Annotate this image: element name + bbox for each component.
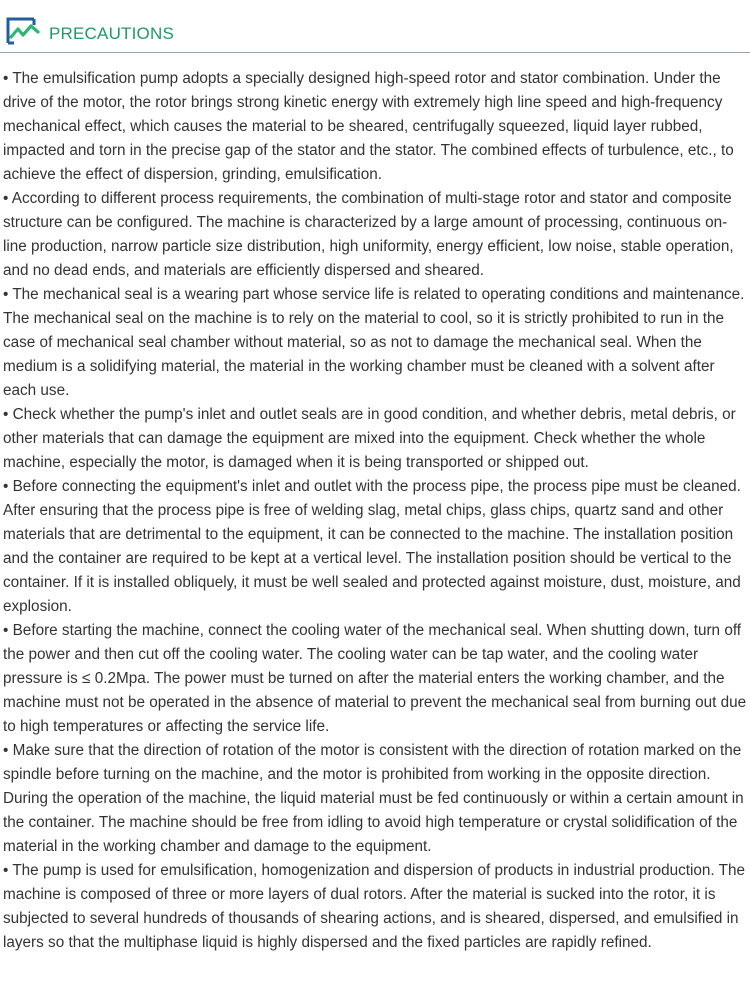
chart-trend-icon [6,17,40,45]
precautions-list [3,67,747,955]
header-divider [0,52,750,53]
section-title: PRECAUTIONS [49,24,174,43]
precaution-item: • Before starting the machine, connect the cooling water of the mechanical seal. When shutting down, turn off the power and then cut off the cooling water. The cooling water can be tap water, and the cooling water pressure is ≤ 0.2Mpa. The power must be turned on after the material enters the working chamber, and the machine must not be operated in the absence of material to prevent the mechanical seal from burning out due to high temperatures or affecting the service life. [3,622,747,735]
section-header [0,0,750,56]
precaution-item: • Check whether the pump's inlet and outlet seals are in good condition, and whether debris, metal debris, or other materials that can damage the equipment are mixed into the equipment. Check whether the whole machine, especially the motor, is damaged when it is being transported or shipped out. [3,406,736,471]
precaution-item: • The mechanical seal is a wearing part whose service life is related to operating conditions and maintenance. The mechanical seal on the machine is to rely on the material to cool, so it is strictly prohibited to run in the case of mechanical seal chamber without material, so as not to damage the mechanical seal. When the medium is a solidifying material, the material in the working chamber must be cleaned with a solvent after each use. [3,286,745,399]
precaution-item: • According to different process requirements, the combination of multi-stage rotor and stator and composite structure can be configured. The machine is characterized by a large amount of processing, continuous on-line production, narrow particle size distribution, high uniformity, energy efficient, low noise, stable operation, and no dead ends, and materials are efficiently dispersed and sheared. [3,190,734,279]
precaution-item: • The pump is used for emulsification, homogenization and dispersion of products in industrial production. The machine is composed of three or more layers of dual rotors. After the material is sucked into the rotor, it is subjected to several hundreds of thousands of shearing actions, and is sheared, dispersed, and emulsified in layers so that the multiphase liquid is highly dispersed and the fixed particles are rapidly refined. [3,862,746,951]
precaution-item: • Make sure that the direction of rotation of the motor is consistent with the direction of rotation marked on the spindle before turning on the machine, and the motor is prohibited from working in the opposite direction. During the operation of the machine, the liquid material must be fed continuously or within a certain amount in the container. The machine should be free from idling to avoid high temperature or crystal solidification of the material in the working chamber and damage to the equipment. [3,742,744,855]
precaution-item: • The emulsification pump adopts a specially designed high-speed rotor and stator combination. Under the drive of the motor, the rotor brings strong kinetic energy with extremely high line speed and high-frequency mechanical effect, which causes the material to be sheared, centrifugally squeezed, liquid layer rubbed, impacted and torn in the precise gap of the stator and the stator. The combined effects of turbulence, etc., to achieve the effect of dispersion, grinding, emulsification. [3,70,734,183]
precaution-item: • Before connecting the equipment's inlet and outlet with the process pipe, the process pipe must be cleaned. After ensuring that the process pipe is free of welding slag, metal chips, glass chips, quartz sand and other materials that are detrimental to the equipment, it can be connected to the machine. The installation position and the container are required to be kept at a vertical level. The installation position should be vertical to the container. If it is installed obliquely, it must be well sealed and protected against moisture, dust, moisture, and explosion. [3,478,741,615]
